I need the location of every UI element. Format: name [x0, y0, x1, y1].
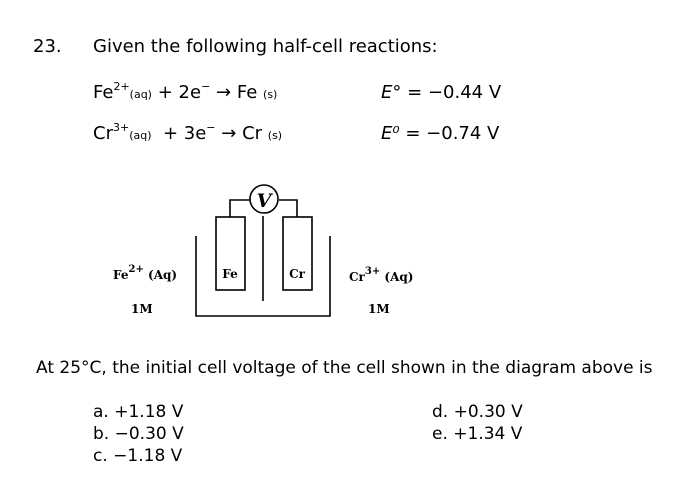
choice-d-value: +0.30 V — [453, 402, 523, 422]
reaction-1-charge: 2+ — [113, 80, 130, 93]
right-solution-label — [349, 266, 414, 284]
choice-a-letter: a. — [93, 402, 109, 422]
question-prompt: Given the following half-cell reactions: — [93, 36, 438, 57]
reaction-1-arrow: → — [216, 82, 232, 103]
reaction-1-electron-charge: − — [201, 80, 211, 93]
left-solution-label — [113, 264, 178, 282]
right-solution-state: (Aq) — [384, 270, 414, 284]
right-solution-conc: 1M — [368, 302, 390, 316]
reaction-1-ion: Fe — [93, 82, 114, 103]
reaction-1-electrons: + 2e — [157, 82, 202, 103]
reaction-2-potential-label: E⁰ — [381, 123, 400, 144]
choice-c-value: −1.18 V — [113, 446, 183, 466]
fe-electrode-label: Fe — [222, 267, 238, 281]
left-solution-charge: 2+ — [128, 264, 144, 275]
right-solution-ion: Cr — [349, 270, 365, 284]
reaction-2-electron-charge: − — [206, 121, 216, 134]
reaction-1-state: (aq) — [129, 88, 152, 101]
left-solution-conc: 1M — [131, 302, 153, 316]
left-wire — [230, 200, 250, 217]
left-solution-state: (Aq) — [148, 268, 178, 282]
reaction-2-electrons: + 3e — [162, 123, 207, 144]
choice-e-value: +1.34 V — [453, 424, 523, 444]
choice-e-letter: e. — [432, 424, 448, 444]
choice-d[interactable] — [432, 402, 523, 422]
right-solution-charge: 3+ — [364, 266, 381, 277]
choice-b-letter: b. — [93, 424, 110, 444]
reaction-2-potential: −0.74 V — [426, 123, 500, 144]
cr-electrode-label: Cr — [289, 267, 305, 281]
choice-b-value: −0.30 V — [114, 424, 184, 444]
right-wire — [279, 200, 297, 217]
reaction-1-product: Fe — [236, 82, 258, 103]
choice-d-letter: d. — [432, 402, 449, 422]
reaction-2-ion: Cr — [93, 123, 113, 144]
left-solution-ion: Fe — [113, 268, 129, 282]
question-stem: At 25°C, the initial cell voltage of the cell shown in the diagram above is — [36, 358, 653, 378]
choice-a-value: +1.18 V — [114, 402, 184, 422]
reaction-1-potential: −0.44 V — [427, 82, 502, 103]
reaction-2-equals: = — [405, 123, 421, 144]
reaction-2-state: (aq) — [129, 129, 152, 142]
reaction-2-charge: 3+ — [112, 121, 130, 134]
choice-b[interactable] — [93, 424, 184, 444]
reaction-1-potential-label: E° — [381, 82, 402, 103]
reaction-2-product-state: (s) — [267, 129, 283, 142]
reaction-2-arrow: → — [221, 123, 237, 144]
reaction-1-product-state: (s) — [263, 88, 278, 101]
choice-e[interactable] — [432, 424, 522, 444]
reaction-2-product: Cr — [242, 123, 263, 144]
choice-a[interactable] — [93, 402, 183, 422]
reaction-1-equals: = — [407, 82, 423, 103]
voltmeter-label: V — [256, 190, 272, 212]
choice-c-letter: c. — [93, 446, 108, 466]
question-number: 23. — [33, 36, 62, 57]
choice-c[interactable] — [93, 446, 182, 466]
